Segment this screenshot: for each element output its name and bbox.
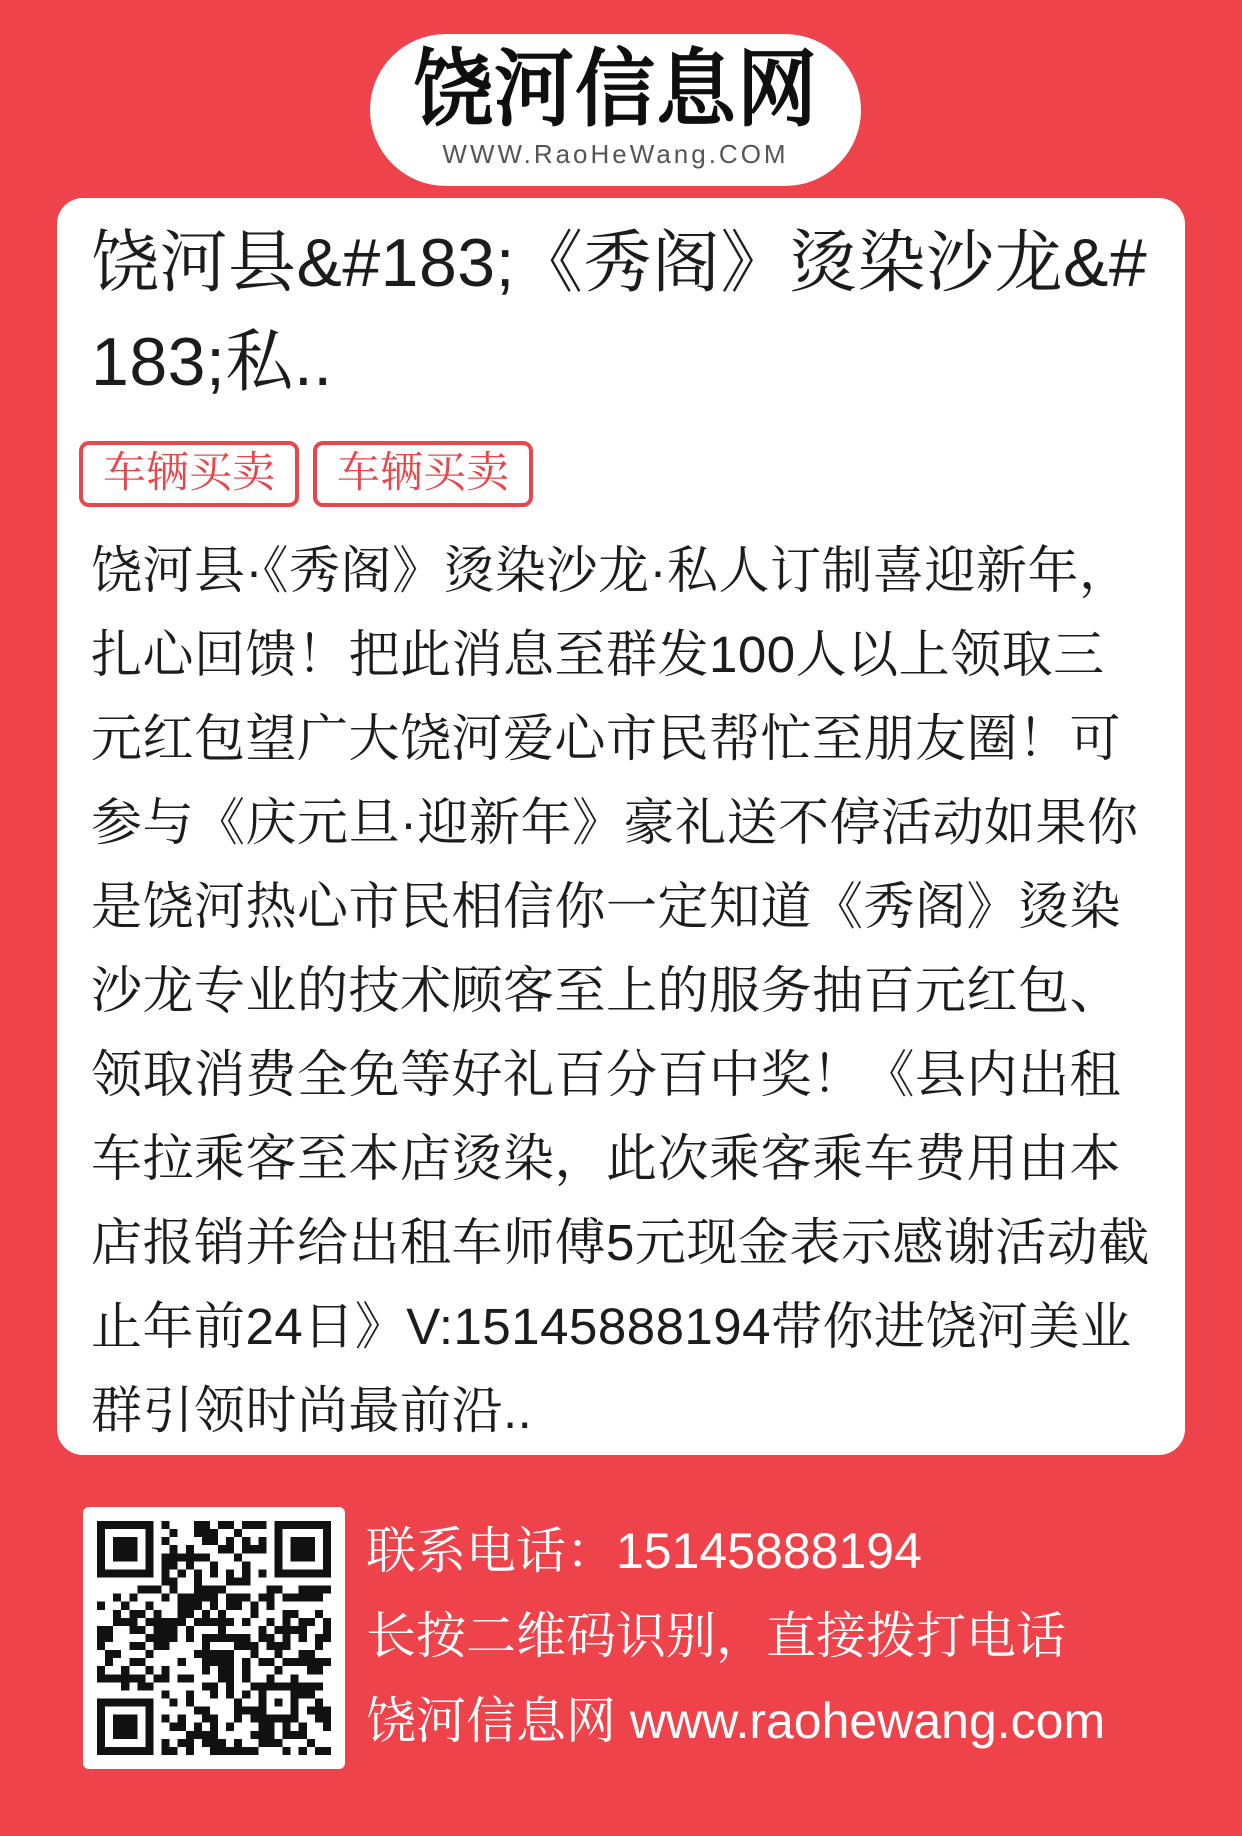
category-tag[interactable]: 车辆买卖 [313, 441, 533, 507]
post-body-text: 饶河县·《秀阁》烫染沙龙·私人订制喜迎新年，扎心回馈！把此消息至群发100人以上领取三元红包望广大饶河爱心市民帮忙至朋友圈！可参与《庆元旦·迎新年》豪礼送不停活动如果你是饶河热心市民相信你一定知道《秀阁》烫染沙龙专业的技术顾客至上的服务抽百元红包、领取消费全免等好礼百分百中奖！《县内出租车拉乘客至本店烫染，此次乘客乘车费用由本店报销并给出租车师傅5元现金表示感谢活动截止年前24日》V:15145888194带你进饶河美业群引领时尚最前沿.. [91, 541, 1150, 1439]
contact-hint: 长按二维码识别，直接拨打电话 [366, 1608, 1066, 1664]
site-logo [370, 34, 861, 186]
contact-site: 饶河信息网 www.raohewang.com [366, 1693, 1106, 1749]
site-logo-name: 饶河信息网 [413, 42, 818, 137]
post-card [57, 198, 1185, 1455]
qr-code-icon [97, 1521, 331, 1755]
post-title[interactable]: 饶河县&#183;《秀阁》烫染沙龙&#183;私.. [91, 225, 1148, 400]
category-tag[interactable]: 车辆买卖 [79, 441, 299, 507]
contact-phone: 联系电话：15145888194 [366, 1523, 922, 1579]
tag-row [79, 441, 1151, 507]
site-logo-caption: WWW.RaoHeWang.COM [442, 139, 789, 169]
contact-block [366, 1521, 1105, 1751]
qr-code[interactable] [83, 1507, 345, 1769]
